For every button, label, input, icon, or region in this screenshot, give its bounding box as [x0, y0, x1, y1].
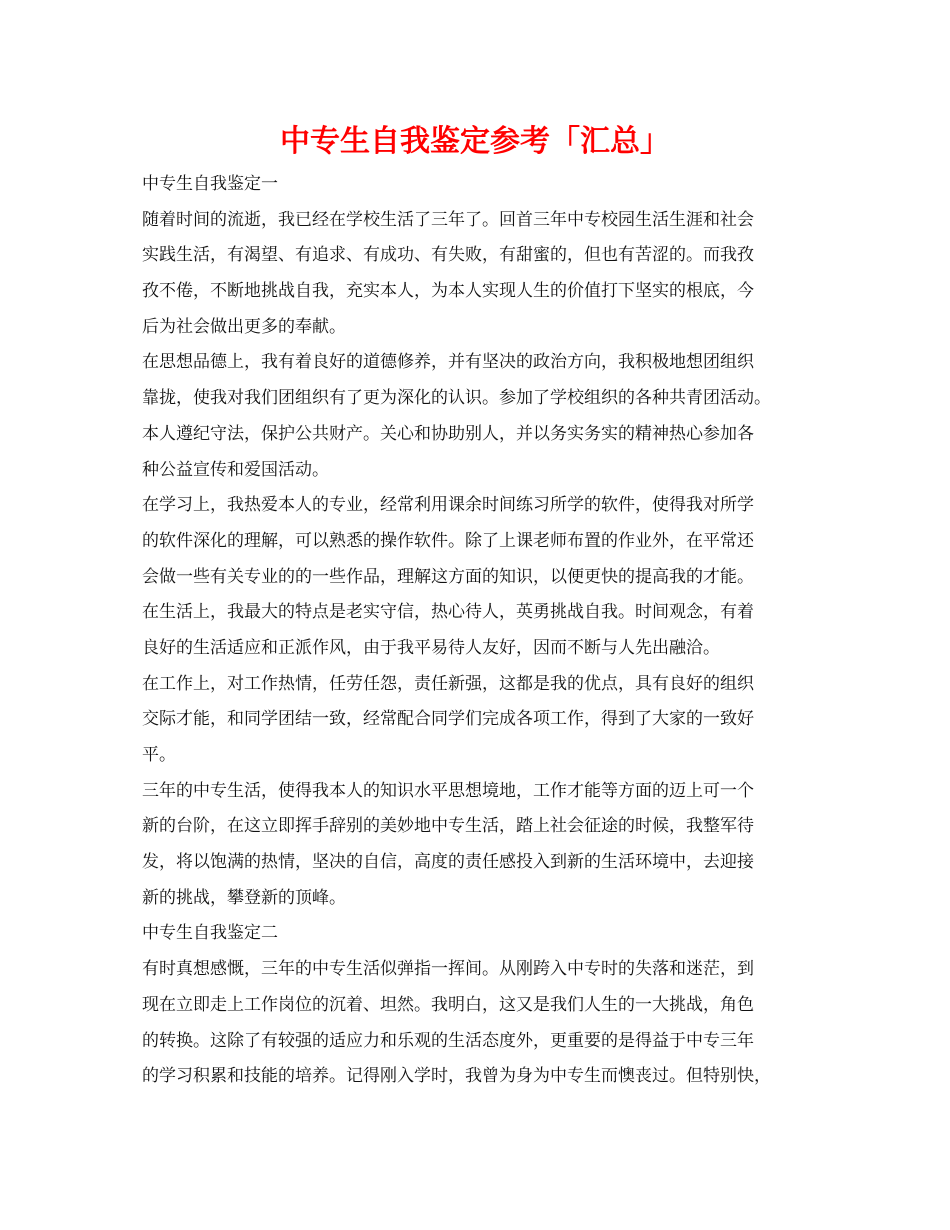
- text-line: 孜不倦，不断地挑战自我，充实本人，为本人实现人生的价值打下坚实的根底，今: [142, 281, 754, 302]
- document-body: [142, 167, 822, 1095]
- text-line: 在思想品德上，我有着良好的道德修养，并有坚决的政治方向，我积极地想团组织: [142, 352, 754, 373]
- text-line: 平。: [142, 745, 176, 765]
- text-line: 后为社会做出更多的奉献。: [142, 316, 346, 337]
- text-line: 有时真想感慨，三年的中专生活似弹指一挥间。从刚跨入中专时的失落和迷茫，到: [142, 959, 754, 980]
- text-line: 在工作上，对工作热情，任劳任怨，责任新强，这都是我的优点，具有良好的组织: [142, 673, 754, 694]
- text-line: 种公益宣传和爱国活动。: [142, 459, 329, 480]
- text-line: 在生活上，我最大的特点是老实守信，热心待人，英勇挑战自我。时间观念，有着: [142, 602, 754, 623]
- text-line: 良好的生活适应和正派作风，由于我平易待人友好，因而不断与人先出融洽。: [142, 637, 720, 658]
- document-title: 中专生自我鉴定参考「汇总」: [280, 124, 670, 159]
- text-line: 的学习积累和技能的培养。记得刚入学时，我曾为身为中专生而懊丧过。但特别快，: [142, 1066, 771, 1087]
- text-line: 实践生活，有渴望、有追求、有成功、有失败，有甜蜜的，但也有苦涩的。而我孜: [142, 245, 754, 266]
- text-line: 中专生自我鉴定一: [142, 174, 278, 194]
- text-line: 在学习上，我热爱本人的专业，经常利用课余时间练习所学的软件，使得我对所学: [142, 495, 754, 516]
- text-line: 本人遵纪守法，保护公共财产。关心和协助别人，并以务实务实的精神热心参加各: [142, 423, 754, 444]
- text-line: 中专生自我鉴定二: [142, 923, 278, 944]
- text-line: 新的台阶，在这立即挥手辞别的美妙地中专生活，踏上社会征途的时候，我整军待: [142, 816, 754, 837]
- text-line: 随着时间的流逝，我已经在学校生活了三年了。回首三年中专校园生活生涯和社会: [142, 209, 754, 230]
- text-line: 的软件深化的理解，可以熟悉的操作软件。除了上课老师布置的作业外，在平常还: [142, 530, 754, 551]
- text-line: 新的挑战，攀登新的顶峰。: [142, 887, 346, 908]
- text-line: 发，将以饱满的热情，坚决的自信，高度的责任感投入到新的生活环境中，去迎接: [142, 852, 754, 873]
- text-line: 三年的中专生活，使得我本人的知识水平思想境地，工作才能等方面的迈上可一个: [142, 780, 754, 801]
- text-line: 的转换。这除了有较强的适应力和乐观的生活态度外，更重要的是得益于中专三年: [142, 1030, 754, 1051]
- text-line: 现在立即走上工作岗位的沉着、坦然。我明白，这又是我们人生的一大挑战，角色: [142, 994, 754, 1015]
- text-line: 靠拢，使我对我们团组织有了更为深化的认识。参加了学校组织的各种共青团活动。: [142, 388, 771, 409]
- text-line: 交际才能，和同学团结一致，经常配合同学们完成各项工作，得到了大家的一致好: [142, 709, 754, 730]
- text-line: 会做一些有关专业的的一些作品，理解这方面的知识，以便更快的提高我的才能。: [142, 566, 754, 587]
